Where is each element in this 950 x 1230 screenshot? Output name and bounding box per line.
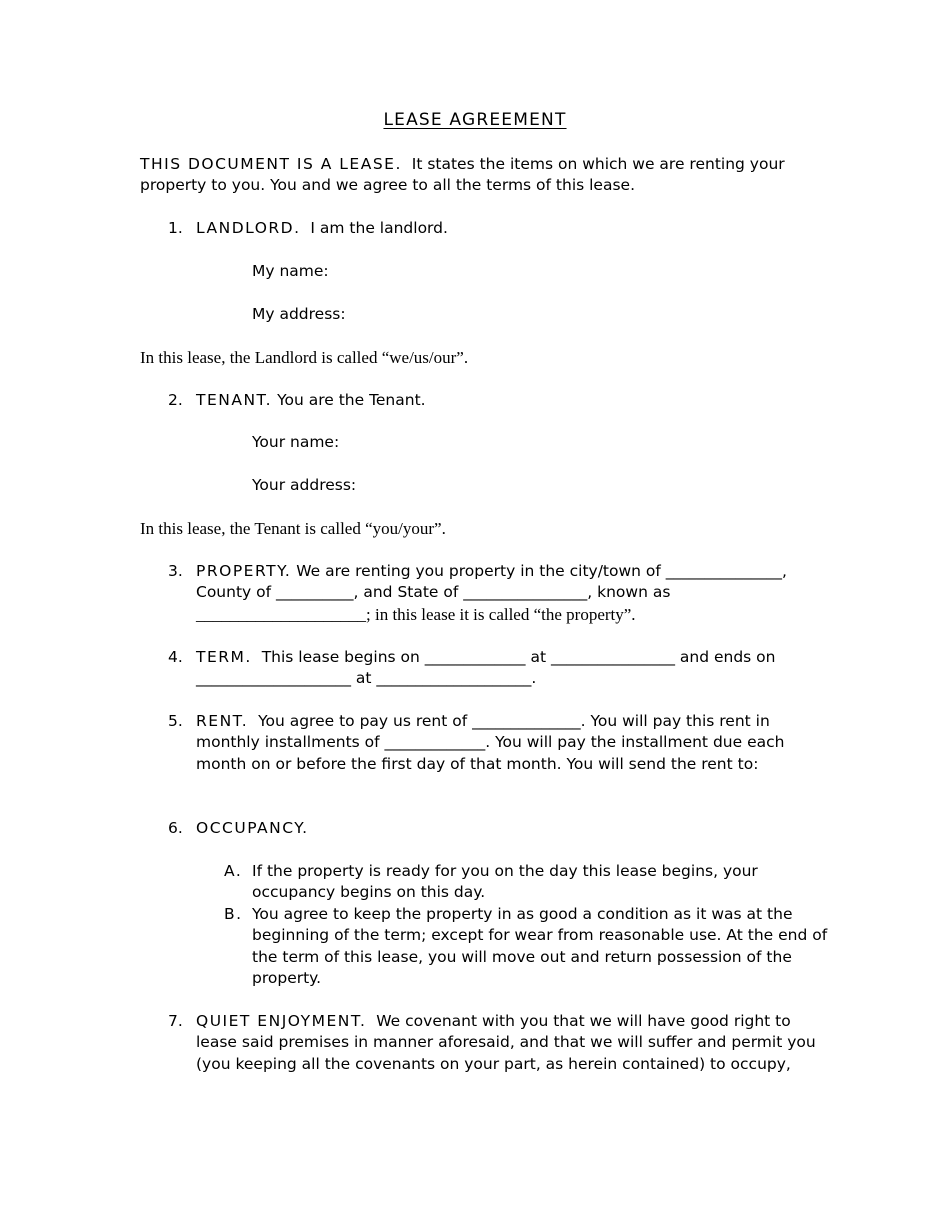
- property-text-2: County of __________, and State of ________________, known as: [196, 583, 671, 601]
- intro-text-1: It states the items on which we are renting your: [411, 155, 785, 173]
- rent-text-3: month on or before the first day of that month. You will send the rent to:: [196, 755, 759, 773]
- document-title: LEASE AGREEMENT: [383, 110, 567, 130]
- section-number-landlord: 1.: [168, 219, 183, 237]
- occupancy-item-a-line-2: occupancy begins on this day.: [252, 883, 486, 901]
- section-rent-line-1: [196, 711, 816, 733]
- tenant-name-label: Your name:: [252, 433, 340, 451]
- property-heading: PROPERTY.: [196, 562, 292, 580]
- rent-text-1: You agree to pay us rent of ______________. You will pay this rent in: [258, 712, 770, 730]
- intro-line-1: [140, 154, 785, 176]
- landlord-called-text: In this lease, the Landlord is called “we/us/our”.: [140, 348, 469, 367]
- section-property-line-1: [196, 561, 816, 583]
- tenant-text: You are the Tenant.: [277, 391, 426, 409]
- occupancy-item-b-line-3: the term of this lease, you will move out and return possession of the: [252, 948, 792, 966]
- occupancy-item-b-line-4: property.: [252, 969, 322, 987]
- intro-heading: THIS DOCUMENT IS A LEASE.: [140, 155, 402, 173]
- property-text-3: ____________________; in this lease it is called “the property”.: [196, 605, 636, 624]
- term-text-1: This lease begins on _____________ at ________________ and ends on: [261, 648, 776, 666]
- section-quiet-line-1: [196, 1011, 816, 1033]
- tenant-address-label: Your address:: [252, 476, 357, 494]
- term-text-2: ____________________ at ____________________.: [196, 669, 537, 687]
- landlord-address-label: My address:: [252, 305, 346, 323]
- property-text-1: We are renting you property in the city/town of _______________,: [296, 562, 787, 580]
- section-number-rent: 5.: [168, 712, 183, 730]
- section-number-quiet: 7.: [168, 1012, 183, 1030]
- tenant-called-text: In this lease, the Tenant is called “you/your”.: [140, 519, 446, 538]
- section-tenant: [196, 390, 816, 412]
- occupancy-heading: OCCUPANCY.: [196, 819, 309, 837]
- section-landlord: [196, 218, 816, 240]
- quiet-text-1: We covenant with you that we will have good right to: [376, 1012, 791, 1030]
- section-number-occupancy: 6.: [168, 819, 183, 837]
- section-number-property: 3.: [168, 562, 183, 580]
- rent-text-2: monthly installments of _____________. You will pay the installment due each: [196, 733, 785, 751]
- occupancy-item-b-letter: B.: [224, 905, 243, 923]
- section-number-tenant: 2.: [168, 391, 183, 409]
- occupancy-item-b-line-2: beginning of the term; except for wear from reasonable use. At the end of: [252, 926, 828, 944]
- landlord-heading: LANDLORD.: [196, 219, 301, 237]
- landlord-text: I am the landlord.: [310, 219, 448, 237]
- landlord-name-label: My name:: [252, 262, 329, 280]
- tenant-heading: TENANT.: [196, 391, 273, 409]
- occupancy-item-b-line-1: You agree to keep the property in as good a condition as it was at the: [252, 905, 793, 923]
- occupancy-item-a-letter: A.: [224, 862, 243, 880]
- term-heading: TERM.: [196, 648, 252, 666]
- quiet-text-3: (you keeping all the covenants on your part, as herein contained) to occupy,: [196, 1055, 791, 1073]
- section-term-line-1: [196, 647, 816, 669]
- occupancy-item-a-line-1: If the property is ready for you on the day this lease begins, your: [252, 862, 758, 880]
- section-number-term: 4.: [168, 648, 183, 666]
- quiet-text-2: lease said premises in manner aforesaid, and that we will suffer and permit you: [196, 1033, 816, 1051]
- rent-heading: RENT.: [196, 712, 249, 730]
- intro-text-2: property to you. You and we agree to all the terms of this lease.: [140, 176, 636, 194]
- quiet-heading: QUIET ENJOYMENT.: [196, 1012, 367, 1030]
